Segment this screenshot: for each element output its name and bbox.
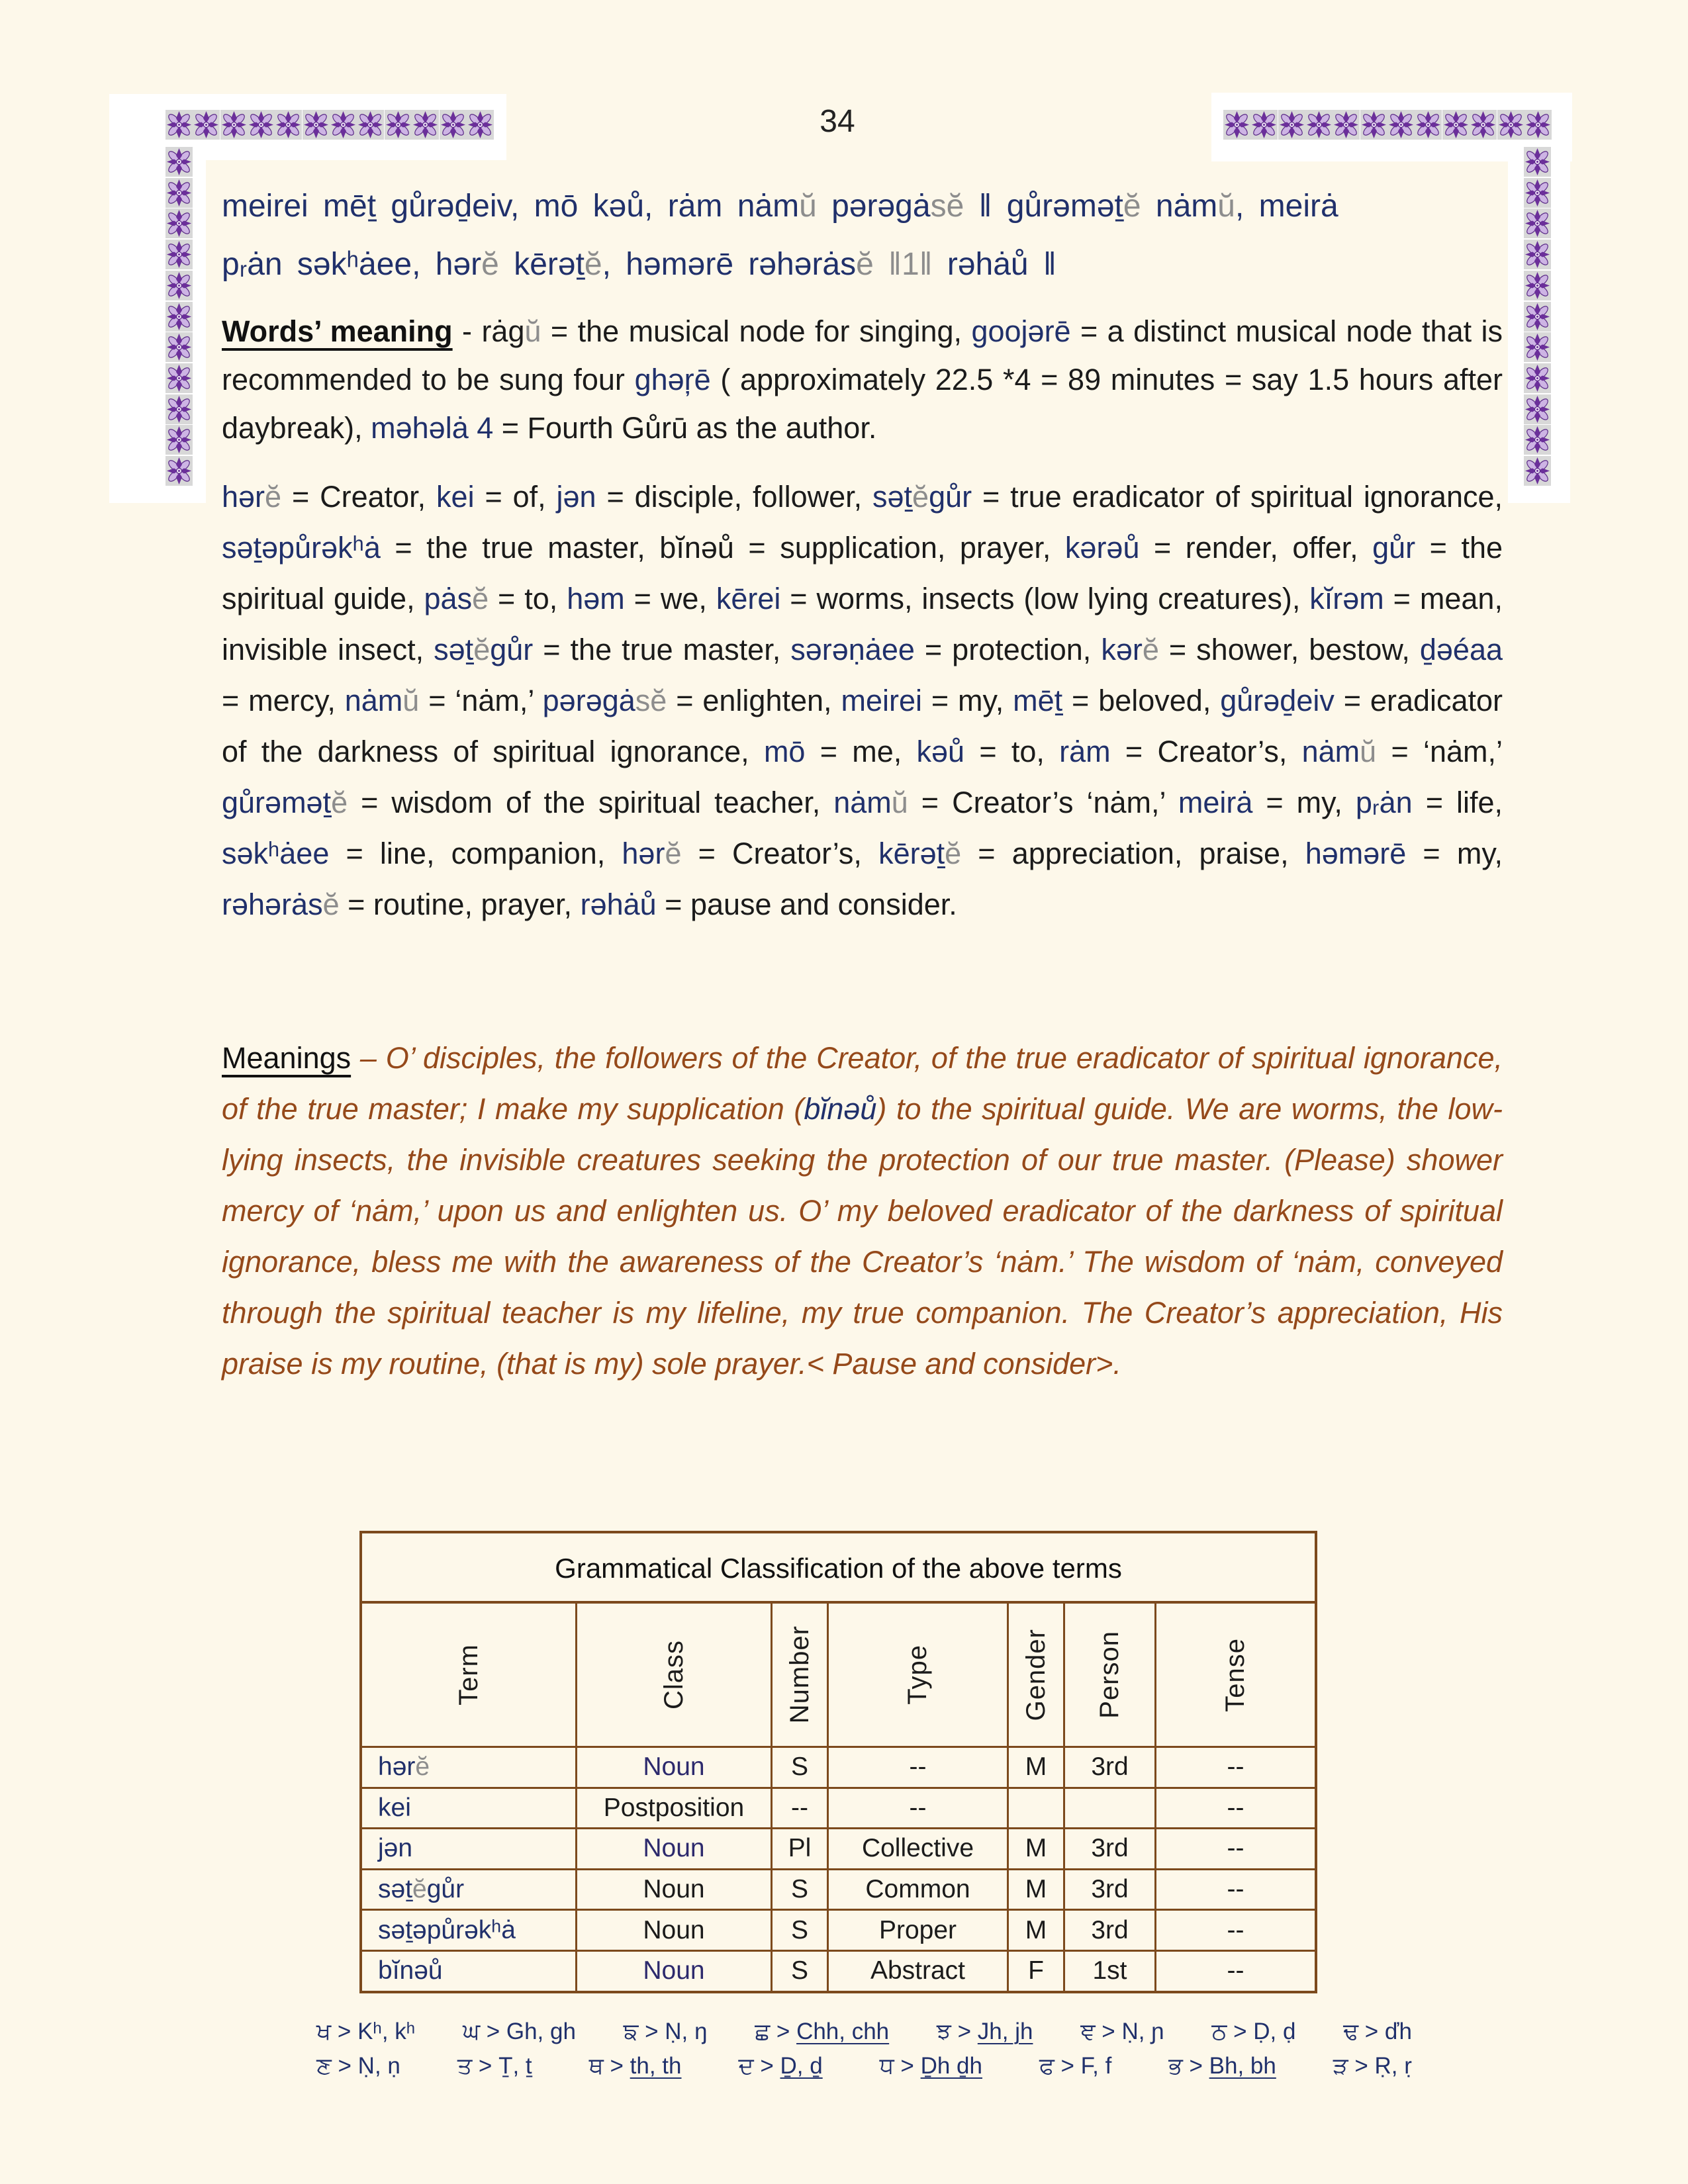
shabad-transliteration <box>222 177 1503 294</box>
text-segment: sĕ <box>930 189 964 224</box>
flower-icon <box>165 363 193 393</box>
text-segment: ĕ <box>472 582 489 615</box>
mapping-entry <box>755 2015 889 2049</box>
flower-icon <box>165 394 193 424</box>
flower-icon <box>1387 110 1415 140</box>
text-segment: kəů <box>916 735 965 768</box>
text-segment: th, th <box>630 2053 682 2079</box>
text-segment: səṯ <box>872 480 913 514</box>
text-segment: = disciple, follower, <box>596 480 872 514</box>
text-segment: səṯəpůrəkʰȧ <box>378 1915 516 1944</box>
text-segment: = ‘nȧm,’ <box>419 684 543 717</box>
flower-icon <box>412 110 439 140</box>
text-segment: = a distinct musical node that is recommended to be sung four <box>222 314 1503 396</box>
table-cell: Noun <box>575 1952 771 1991</box>
flower-icon <box>330 110 357 140</box>
text-segment: həmərē <box>1305 837 1407 870</box>
text-segment: = wisdom of the spiritual teacher, <box>348 786 834 819</box>
text-segment: kər <box>1101 633 1143 666</box>
text-segment: = my, <box>1406 837 1503 870</box>
text-segment: = worms, insects (low lying creatures), <box>780 582 1310 615</box>
flower-icon <box>165 208 193 238</box>
text-segment: ŭ <box>1360 735 1377 768</box>
mapping-entry <box>457 2049 532 2083</box>
shabad-line <box>222 236 1503 294</box>
words-meaning-paragraph <box>222 307 1503 452</box>
text-segment: = enlighten, <box>667 684 841 717</box>
text-segment: ਠ > Ḍ, ḍ <box>1211 2019 1296 2044</box>
transliteration-key-line-1 <box>316 2015 1412 2049</box>
text-segment: ŭ <box>402 684 420 717</box>
text-segment: Jh, jh <box>977 2019 1033 2044</box>
flower-icon <box>357 110 384 140</box>
text-segment: ĕ <box>265 480 282 514</box>
table-header-cell: Class <box>575 1604 771 1746</box>
transliteration-key-line-2 <box>316 2049 1412 2083</box>
text-segment: ĕ <box>322 887 340 921</box>
flower-icon <box>1524 240 1551 269</box>
text-segment: ਭ > <box>1168 2053 1209 2079</box>
text-segment: ĕ <box>473 633 491 666</box>
table-cell: -- <box>771 1789 827 1828</box>
text-segment: = me, <box>805 735 917 768</box>
text-segment: bĭnəů <box>378 1956 443 1985</box>
text-segment: sĕ <box>635 684 667 717</box>
table-row <box>362 1950 1315 1991</box>
table-cell: S <box>771 1911 827 1950</box>
table-cell-term <box>362 1829 575 1868</box>
text-segment: gůr <box>490 633 534 666</box>
text-segment: ŭ <box>891 786 908 819</box>
table-cell: 1st <box>1063 1952 1154 1991</box>
flower-icon <box>165 240 193 269</box>
table-row <box>362 1746 1315 1787</box>
text-segment: ੜ > Ṛ, ṛ <box>1333 2053 1412 2079</box>
flower-icon <box>1524 332 1551 362</box>
text-segment: - rȧg <box>452 314 525 348</box>
flower-icon <box>385 110 412 140</box>
flower-icon <box>1524 147 1551 177</box>
flower-icon <box>165 147 193 177</box>
table-cell <box>1007 1789 1063 1828</box>
table-cell: 3rd <box>1063 1748 1154 1787</box>
mapping-entry <box>316 2015 415 2049</box>
mapping-entry <box>738 2049 822 2083</box>
text-segment: jən <box>378 1834 413 1863</box>
mapping-entry <box>937 2015 1033 2049</box>
table-cell: Common <box>827 1870 1007 1909</box>
table-cell-term <box>362 1911 575 1950</box>
text-segment: = Creator’s, <box>1110 735 1302 768</box>
table-cell: -- <box>1154 1870 1315 1909</box>
text-segment: = routine, prayer, <box>339 887 581 921</box>
mapping-entry <box>880 2049 982 2083</box>
transliteration-key <box>316 2015 1412 2083</box>
text-segment: = my, <box>921 684 1013 717</box>
text-segment: gůrəməṯ <box>222 786 332 819</box>
text-segment: meirei mēṯ gůrəḏeiv, mō kəů, rȧm nȧm <box>222 189 800 224</box>
text-segment: = Fourth Gůrū as the author. <box>493 411 877 445</box>
text-segment: pᵣȧn <box>1355 786 1413 819</box>
text-segment: ǁ <box>964 189 1007 224</box>
text-segment: nȧm <box>833 786 892 819</box>
text-segment: = mean, invisible insect, <box>222 582 1503 666</box>
text-segment: ਘ > Gh, gh <box>462 2019 576 2044</box>
text-segment: = eradicator of the darkness of spiritual ignorance, <box>222 684 1503 768</box>
flower-icon <box>165 302 193 332</box>
mapping-entry <box>463 2015 576 2049</box>
flower-icon <box>303 110 330 140</box>
flower-icon <box>1524 394 1551 424</box>
flower-icon <box>1524 110 1552 140</box>
text-segment: sərəṇȧee <box>790 633 915 666</box>
flower-icon <box>165 271 193 300</box>
text-segment: ਤ > Ṯ, ṯ <box>457 2053 532 2079</box>
text-segment: = mercy, <box>222 684 345 717</box>
grammar-table <box>359 1531 1317 1993</box>
table-title: Grammatical Classification of the above terms <box>362 1533 1315 1604</box>
flower-icon <box>165 110 193 140</box>
text-segment: kərəů <box>1064 531 1140 565</box>
flower-icon <box>275 110 302 140</box>
table-cell: 3rd <box>1063 1911 1154 1950</box>
text-segment: kērəṯ <box>498 247 585 282</box>
mapping-entry <box>1168 2049 1276 2083</box>
text-segment: hər <box>622 837 665 870</box>
table-cell: -- <box>827 1789 1007 1828</box>
text-segment: ĕ <box>1142 633 1159 666</box>
table-cell: S <box>771 1952 827 1991</box>
text-segment: səṯ <box>378 1875 413 1904</box>
flower-icon <box>1470 110 1497 140</box>
table-cell: -- <box>1154 1952 1315 1991</box>
text-segment: ਞ > Ṇ, ɲ <box>1080 2019 1164 2044</box>
text-segment: Bh, bh <box>1209 2053 1276 2079</box>
flower-icon <box>1415 110 1442 140</box>
table-cell: F <box>1007 1952 1063 1991</box>
text-segment: rəhərȧs <box>222 887 323 921</box>
text-segment: , meirȧ <box>1235 189 1338 224</box>
table-cell: M <box>1007 1748 1063 1787</box>
table-body <box>362 1746 1315 1991</box>
flower-icon <box>165 456 193 486</box>
table-cell-term <box>362 1789 575 1828</box>
table-header-cell: Term <box>453 1644 483 1706</box>
mapping-entry <box>589 2049 682 2083</box>
text-segment: ghəŗē <box>634 363 711 396</box>
flower-icon <box>1524 363 1551 393</box>
text-segment: goojərē <box>971 314 1071 348</box>
flower-icon <box>1524 425 1551 455</box>
text-segment: = appreciation, praise, <box>961 837 1305 870</box>
text-segment: gůrəməṯ <box>1006 189 1123 224</box>
text-segment: = render, offer, <box>1139 531 1373 565</box>
text-segment: jən <box>556 480 596 514</box>
flower-icon <box>248 110 275 140</box>
table-cell: Noun <box>575 1870 771 1909</box>
flower-icon <box>165 178 193 208</box>
shabad-line <box>222 177 1503 236</box>
text-segment: , həmərē rəhərȧs <box>602 247 857 282</box>
mapping-entry <box>1039 2049 1111 2083</box>
text-segment: = shower, bestow, <box>1158 633 1420 666</box>
table-cell <box>1063 1789 1154 1828</box>
text-segment: – <box>351 1041 386 1075</box>
text-segment: = line, companion, <box>329 837 622 870</box>
text-segment: mēṯ <box>1013 684 1063 717</box>
text-segment: = Creator’s, <box>681 837 879 870</box>
flower-icon <box>1524 208 1551 238</box>
mapping-entry <box>1343 2015 1412 2049</box>
text-segment: = pause and consider. <box>656 887 957 921</box>
text-segment: səṯəpůrəkʰȧ <box>222 531 381 565</box>
mapping-entry <box>1333 2049 1412 2083</box>
flower-icon <box>165 425 193 455</box>
text-segment: Ḏ, ḏ <box>780 2053 823 2079</box>
table-cell-term <box>362 1870 575 1909</box>
table-header-cell: Gender <box>1007 1604 1063 1746</box>
flower-icon <box>1250 110 1278 140</box>
text-segment: bĭnəů <box>804 1092 877 1126</box>
text-segment: nȧm <box>1141 189 1218 224</box>
text-segment: ḏəéaa <box>1419 633 1503 666</box>
flower-icon <box>1524 302 1551 332</box>
text-segment: Words’ meaning <box>222 314 453 348</box>
text-segment: Meanings <box>222 1041 352 1075</box>
table-header-cell: Tense <box>1154 1604 1315 1746</box>
text-segment: kei <box>378 1793 411 1822</box>
text-segment: nȧm <box>344 684 403 717</box>
text-segment: ĕ <box>481 247 499 282</box>
text-segment: rəhȧů ǁ <box>947 247 1056 282</box>
text-segment: = Creator, <box>281 480 437 514</box>
text-segment: meirei <box>841 684 922 717</box>
flower-icon <box>1305 110 1333 140</box>
text-segment: ) to the spiritual guide. We are worms, the low-lying insects, the invisible creatures seeking the protection of our true master. (Please) shower mercy of ‘nȧm,’ upon us and enlighten us. O’ my beloved eradicator of the darkness of spiritual ignorance, bless me with the awareness of the Creator’s ‘nȧm.’ The wisdom of ‘nȧm, conveyed through the spiritual teacher is my lifeline, my true companion. The Creator’s appreciation, His praise is my routine, (that is my) sole prayer.< Pause and consider>. <box>222 1092 1503 1381</box>
text-segment: gůr <box>929 480 972 514</box>
text-segment: = we, <box>624 582 716 615</box>
text-segment: mō <box>763 735 806 768</box>
text-segment: ਙ > Ṇ, ŋ <box>623 2019 708 2044</box>
text-segment: ĕ <box>584 247 602 282</box>
text-segment: pərəgȧ <box>542 684 635 717</box>
text-segment: ਫ > F, f <box>1039 2053 1112 2079</box>
table-cell: -- <box>827 1748 1007 1787</box>
text-segment: həm <box>567 582 625 615</box>
text-segment: gůrəḏeiv <box>1220 684 1335 717</box>
table-cell: Noun <box>575 1829 771 1868</box>
text-segment: səṯ <box>434 633 474 666</box>
text-segment: ਧ > <box>879 2053 921 2079</box>
text-segment: ĕ <box>331 786 348 819</box>
text-segment: = ‘nȧm,’ <box>1376 735 1503 768</box>
table-cell: Noun <box>575 1748 771 1787</box>
text-segment: Ḏh ḏh <box>920 2053 982 2079</box>
text-segment: = the true master, <box>533 633 791 666</box>
flower-icon <box>1360 110 1387 140</box>
text-segment: ਦ > <box>738 2053 780 2079</box>
table-cell: Proper <box>827 1911 1007 1950</box>
text-segment: = the true master, bĭnəů = supplication, prayer, <box>380 531 1065 565</box>
flower-icon <box>1497 110 1524 140</box>
flower-icon <box>1333 110 1360 140</box>
flower-icon <box>1442 110 1470 140</box>
text-segment: gůr <box>1372 531 1416 565</box>
flower-icon <box>1524 178 1551 208</box>
text-segment: məhəlȧ 4 <box>371 411 494 445</box>
text-segment: səkʰȧee <box>222 837 330 870</box>
table-header-cell: Type <box>827 1604 1007 1746</box>
table-cell: S <box>771 1870 827 1909</box>
text-segment: = to, <box>964 735 1060 768</box>
flower-icon <box>1524 456 1551 486</box>
table-cell: M <box>1007 1911 1063 1950</box>
text-segment: hər <box>222 480 265 514</box>
flower-icon <box>165 332 193 362</box>
text-segment: ŭ <box>799 189 817 224</box>
table-cell: Noun <box>575 1911 771 1950</box>
glossary-paragraph <box>222 471 1503 930</box>
text-segment: = the musical node for singing, <box>541 314 972 348</box>
text-segment: = protection, <box>914 633 1102 666</box>
text-segment: hər <box>378 1752 416 1782</box>
text-segment: ĕ <box>415 1752 430 1782</box>
table-header-cell: Number <box>771 1604 827 1746</box>
text-segment: ĕ <box>856 247 874 282</box>
text-segment: = of, <box>474 480 557 514</box>
text-segment: Chh, chh <box>796 2019 890 2044</box>
text-segment: kei <box>436 480 475 514</box>
text-segment: ਝ > <box>936 2019 978 2044</box>
table-cell: Abstract <box>827 1952 1007 1991</box>
text-segment: = the spiritual guide, <box>222 531 1503 615</box>
table-cell: M <box>1007 1870 1063 1909</box>
table-cell: Postposition <box>575 1789 771 1828</box>
text-segment: = true eradicator of spiritual ignorance, <box>972 480 1503 514</box>
text-segment: = my, <box>1252 786 1356 819</box>
table-row <box>362 1827 1315 1868</box>
mapping-entry <box>624 2015 708 2049</box>
text-segment: ĕ <box>665 837 682 870</box>
text-segment: ਥ > <box>588 2053 630 2079</box>
text-segment: ਢ > ďh <box>1343 2019 1412 2044</box>
text-segment: rȧm <box>1059 735 1111 768</box>
table-cell: -- <box>1154 1829 1315 1868</box>
text-segment: = Creator’s ‘nȧm,’ <box>908 786 1178 819</box>
text-segment: ਛ > <box>755 2019 797 2044</box>
mapping-entry <box>316 2049 400 2083</box>
text-segment: ĕ <box>912 480 929 514</box>
meanings-paragraph <box>222 1032 1503 1389</box>
flower-icon <box>1524 271 1551 300</box>
table-header-row <box>362 1604 1315 1746</box>
text-segment: rəhȧů <box>580 887 657 921</box>
flower-icon <box>220 110 248 140</box>
text-segment: ĕ <box>945 837 962 870</box>
text-segment: kērei <box>716 582 781 615</box>
text-segment: pərəgȧ <box>816 189 931 224</box>
text-segment: meirȧ <box>1178 786 1253 819</box>
text-segment: ਣ > Ṇ, ṇ <box>316 2053 400 2079</box>
text-segment: = life, <box>1412 786 1503 819</box>
table-cell: S <box>771 1748 827 1787</box>
text-segment: kĭrəm <box>1309 582 1384 615</box>
flower-icon <box>193 110 220 140</box>
text-segment: ( approximately 22.5 *4 = 89 minutes = say 1.5 hours after daybreak), <box>222 363 1503 445</box>
text-segment: ŭ <box>1217 189 1235 224</box>
table-row <box>362 1787 1315 1828</box>
text-segment: pȧs <box>424 582 473 615</box>
text-segment: pᵣȧn səkʰȧee, hər <box>222 247 482 282</box>
table-cell: -- <box>1154 1911 1315 1950</box>
mapping-entry <box>1080 2015 1164 2049</box>
table-cell-term <box>362 1952 575 1991</box>
text-segment: = to, <box>489 582 567 615</box>
flower-icon <box>440 110 467 140</box>
text-segment: ĕ <box>412 1875 427 1904</box>
table-header-cell: Person <box>1063 1604 1154 1746</box>
table-cell: M <box>1007 1829 1063 1868</box>
text-segment: kērəṯ <box>878 837 945 870</box>
text-segment: gůr <box>426 1875 465 1904</box>
table-cell: 3rd <box>1063 1870 1154 1909</box>
text-segment: ĕ <box>1123 189 1141 224</box>
flower-icon <box>1278 110 1305 140</box>
table-cell: Pl <box>771 1829 827 1868</box>
text-segment: O’ disciples, the followers of the Creator, of the true eradicator of spiritual ignorance, of the true master; I make my supplication ( <box>222 1041 1503 1126</box>
flower-icon <box>1223 110 1250 140</box>
table-cell: Collective <box>827 1829 1007 1868</box>
text-segment: nȧm <box>1301 735 1360 768</box>
text-segment: ǁ1ǁ <box>873 247 947 282</box>
flower-icon <box>467 110 494 140</box>
mapping-entry <box>1211 2015 1295 2049</box>
table-row <box>362 1868 1315 1909</box>
table-row <box>362 1909 1315 1950</box>
page-number: 34 <box>820 104 855 139</box>
table-cell: 3rd <box>1063 1829 1154 1868</box>
text-segment: ŭ <box>524 314 541 348</box>
table-cell-term <box>362 1748 575 1787</box>
table-cell: -- <box>1154 1789 1315 1828</box>
text-segment: = beloved, <box>1062 684 1221 717</box>
table-cell: -- <box>1154 1748 1315 1787</box>
text-segment: ਖ > Kʰ, kʰ <box>316 2019 416 2044</box>
